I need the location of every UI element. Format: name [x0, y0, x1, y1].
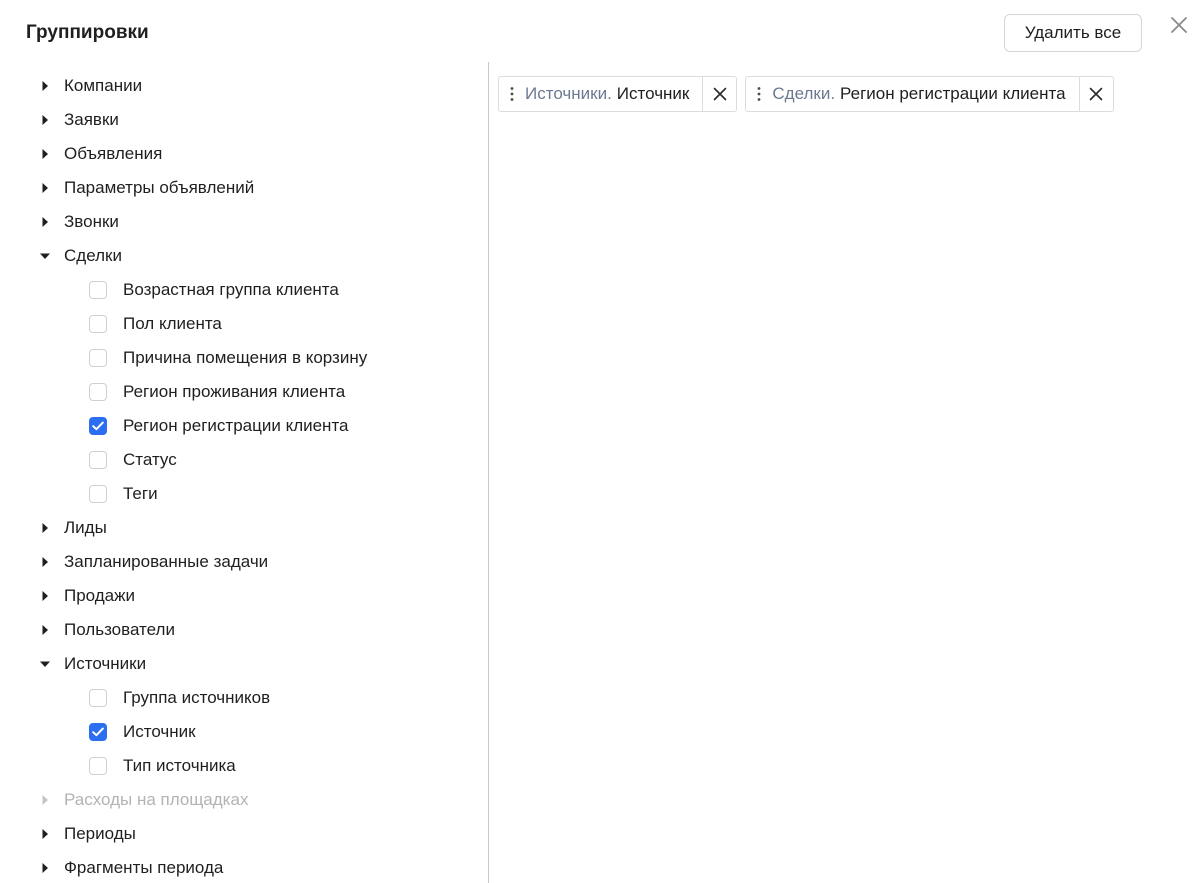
caret-right-icon	[38, 79, 52, 93]
tree-item-label: Пол клиента	[123, 314, 222, 333]
checkbox[interactable]	[89, 349, 107, 367]
tree-group-label: Запланированные задачи	[64, 552, 269, 571]
tree-group-label: Параметры объявлений	[64, 178, 255, 197]
tree-group-11	[0, 783, 486, 817]
tree-item-label: Теги	[123, 484, 158, 503]
drag-handle-icon[interactable]	[505, 85, 519, 103]
tree-item-10-0[interactable]	[0, 681, 486, 715]
tree-item-10-1[interactable]	[0, 715, 486, 749]
checkbox[interactable]	[89, 315, 107, 333]
tree-group-label: Сделки	[64, 246, 122, 265]
caret-right-icon	[38, 147, 52, 161]
checkmark-icon	[92, 421, 104, 431]
tree-group-13[interactable]	[0, 851, 486, 883]
tree-group-2[interactable]	[0, 137, 486, 171]
chip-name: Регион регистрации клиента	[840, 84, 1066, 103]
tree-item-5-2[interactable]	[0, 341, 486, 375]
checkbox[interactable]	[89, 383, 107, 401]
checkbox[interactable]	[89, 689, 107, 707]
caret-right-icon	[38, 521, 52, 535]
tree-item-5-4[interactable]	[0, 409, 486, 443]
close-button[interactable]	[1166, 12, 1192, 38]
tree-group-label: Пользователи	[64, 620, 175, 639]
caret-right-icon	[38, 555, 52, 569]
tree-group-0[interactable]	[0, 69, 486, 103]
caret-right-icon	[38, 181, 52, 195]
close-icon	[1089, 87, 1103, 101]
tree-item-5-3[interactable]	[0, 375, 486, 409]
checkmark-icon	[92, 727, 104, 737]
checkbox[interactable]	[89, 281, 107, 299]
tree-group-8[interactable]	[0, 579, 486, 613]
tree-item-label: Регион регистрации клиента	[123, 416, 349, 435]
tree-group-7[interactable]	[0, 545, 486, 579]
checkbox[interactable]	[89, 485, 107, 503]
tree-item-10-2[interactable]	[0, 749, 486, 783]
tree-group-1[interactable]	[0, 103, 486, 137]
tree-group-label: Расходы на площадках	[64, 790, 249, 809]
checkbox[interactable]	[89, 757, 107, 775]
grouping-tree	[0, 69, 486, 883]
remove-chip-button[interactable]	[1079, 77, 1113, 111]
checkbox[interactable]	[89, 451, 107, 469]
tree-group-label: Источники	[64, 654, 147, 673]
tree-item-5-1[interactable]	[0, 307, 486, 341]
close-icon	[713, 87, 727, 101]
checkbox-checked[interactable]	[89, 723, 107, 741]
tree-group-3[interactable]	[0, 171, 486, 205]
tree-item-5-5[interactable]	[0, 443, 486, 477]
tree-item-label: Источник	[123, 722, 196, 741]
caret-down-icon	[38, 657, 52, 671]
selected-groupings	[498, 76, 1114, 112]
caret-right-icon	[38, 861, 52, 875]
tree-group-label: Фрагменты периода	[64, 858, 224, 877]
tree-group-9[interactable]	[0, 613, 486, 647]
tree-group-label: Звонки	[64, 212, 119, 231]
tree-group-label: Объявления	[64, 144, 163, 163]
caret-right-icon	[38, 589, 52, 603]
chip-drag-area[interactable]	[499, 77, 702, 111]
tree-group-label: Заявки	[64, 110, 119, 129]
tree-item-label: Тип источника	[123, 756, 236, 775]
checkbox-checked[interactable]	[89, 417, 107, 435]
tree-group-12[interactable]	[0, 817, 486, 851]
tree-group-label: Компании	[64, 76, 143, 95]
remove-chip-button[interactable]	[702, 77, 736, 111]
selected-grouping-chip[interactable]	[745, 76, 1113, 112]
tree-group-6[interactable]	[0, 511, 486, 545]
tree-group-label: Продажи	[64, 586, 135, 605]
tree-group-label: Периоды	[64, 824, 136, 843]
tree-item-label: Причина помещения в корзину	[123, 348, 368, 367]
tree-item-label: Возрастная группа клиента	[123, 280, 339, 299]
tree-group-4[interactable]	[0, 205, 486, 239]
caret-right-icon	[38, 215, 52, 229]
chip-prefix: Источники.	[525, 84, 612, 103]
chip-name: Источник	[616, 84, 690, 103]
drag-handle-icon[interactable]	[752, 85, 766, 103]
caret-right-icon	[38, 827, 52, 841]
caret-right-icon	[38, 113, 52, 127]
tree-item-5-0[interactable]	[0, 273, 486, 307]
tree-item-label: Регион проживания клиента	[123, 382, 346, 401]
dialog-title: Группировки	[26, 22, 149, 43]
tree-group-label: Лиды	[64, 518, 107, 537]
selected-grouping-chip[interactable]	[498, 76, 737, 112]
tree-item-label: Группа источников	[123, 688, 271, 707]
tree-item-5-6[interactable]	[0, 477, 486, 511]
caret-down-icon	[38, 249, 52, 263]
tree-group-5[interactable]	[0, 239, 486, 273]
tree-item-label: Статус	[123, 450, 177, 469]
delete-all-button[interactable]: Удалить все	[1004, 14, 1142, 52]
chip-drag-area[interactable]	[746, 77, 1078, 111]
caret-right-icon	[38, 623, 52, 637]
panel-divider	[488, 62, 489, 883]
tree-group-10[interactable]	[0, 647, 486, 681]
caret-right-icon	[38, 793, 52, 807]
close-icon	[1170, 16, 1188, 34]
chip-prefix: Сделки.	[772, 84, 836, 103]
